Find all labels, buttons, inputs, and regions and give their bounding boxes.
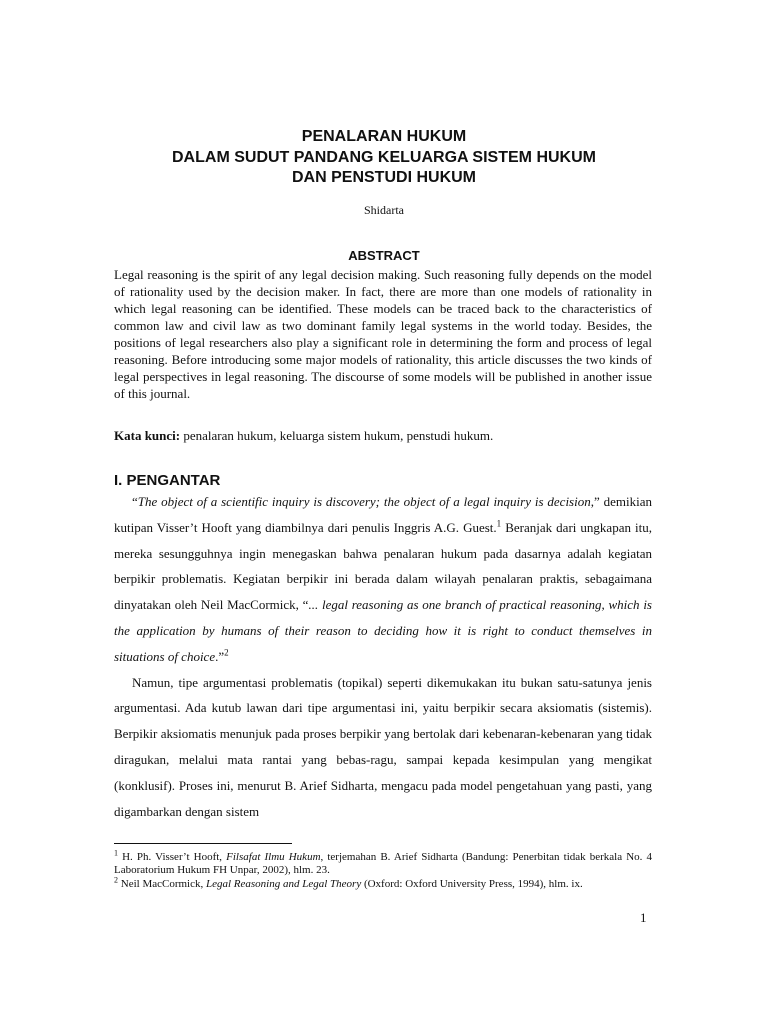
title-line-1: PENALARAN HUKUM	[301, 128, 467, 145]
keywords-text: penalaran hukum, keluarga sistem hukum, penstudi hukum.	[183, 428, 494, 443]
page-number: 1	[640, 910, 647, 925]
footnote-2-title: Legal Reasoning and Legal Theory	[205, 878, 362, 890]
open-quote: “	[132, 494, 138, 509]
quote-maccormick: ... legal reasoning as one branch of practical reasoning, which is the application by humans of their reason to deciding how it is right to conduct themselves in situations of choice	[114, 597, 652, 664]
abstract-text: Legal reasoning is the spirit of any legal decision making. Such reasoning fully depends on the model of rationality used by the decision maker. In fact, there are more than one models of rationality in which legal reasoning can be identified. These models can be traced back to the characteristics of common law and civil law as two dominant family legal systems in the world today. Besides, the positions of legal researchers also play a significant role in determining the form and process of legal reasoning. Before introducing some major models of rationality, this article discusses the two kinds of legal perspectives in legal reasoning. The discourse of some models will be published in another issue of this journal.	[114, 267, 652, 401]
p1-close: .”	[215, 648, 225, 664]
footnote-ref-1[interactable]: 1	[496, 518, 502, 529]
quote-hooft: The object of a scientific inquiry is discovery; the object of a legal inquiry is decision	[137, 494, 591, 509]
title-line-3: DAN PENSTUDI HUKUM	[292, 169, 476, 186]
footnote-1-post: , terjemahan B. Arief Sidharta (Bandung: Penerbitan tidak berkala No. 4 Laboratorium Hukum FH Unpar, 2002), hlm. 23.	[114, 851, 652, 876]
footnote-2-number: 2	[114, 875, 118, 885]
footnote-1-number: 1	[114, 848, 118, 858]
footnote-ref-2[interactable]: 2	[224, 647, 229, 658]
body-text	[114, 489, 652, 824]
p1-middle: Beranjak dari ungkapan itu, mereka sesungguhnya ingin menegaskan bahwa penalaran hukum pada dasarnya adalah kegiatan berpikir problematis. Kegiatan berpikir ini berada dalam wilayah penalaran praktis, sebagaimana dinyatakan oleh Neil MacCormick, “	[114, 519, 652, 613]
footnote-divider	[114, 843, 292, 844]
keywords	[114, 428, 652, 444]
section-heading: I. PENGANTAR	[114, 472, 221, 489]
footnote-2-pre: Neil MacCormick,	[118, 878, 206, 890]
abstract-heading: ABSTRACT	[348, 248, 420, 263]
keywords-label: Kata kunci:	[114, 428, 181, 443]
footnote-1-title: Filsafat Ilmu Hukum	[226, 851, 321, 863]
title-line-2: DALAM SUDUT PANDANG KELUARGA SISTEM HUKUM	[172, 149, 596, 166]
footnote-2-post: (Oxford: Oxford University Press, 1994), hlm. ix.	[361, 878, 583, 890]
footnote-1-pre: H. Ph. Visser’t Hooft,	[118, 851, 227, 863]
footnote-1	[114, 848, 652, 877]
p1-after-quote: ,” demikian kutipan Visser’t Hooft yang diambilnya dari penulis Inggris A.G. Guest.	[114, 494, 652, 535]
paragraph-1	[114, 489, 652, 670]
footnote-2	[114, 875, 652, 891]
paragraph-2: Namun, tipe argumentasi problematis (topikal) seperti dikemukakan itu bukan satu-satunya jenis argumentasi. Ada kutub lawan dari tipe argumentasi ini, yaitu berpikir secara aksiomatis (sistemis). Berpikir aksiomatis menunjuk pada proses berpikir yang bertolak dari kebenaran-kebenaran yang tidak diragukan, melalui mata rantai yang bebas-ragu, sampai kepada kesimpulan yang mengikat (konklusif). Proses ini, menurut B. Arief Sidharta, mengacu pada model pengetahuan yang pasti, yang digambarkan dengan sistem	[114, 674, 652, 819]
author-name: Shidarta	[364, 203, 404, 217]
